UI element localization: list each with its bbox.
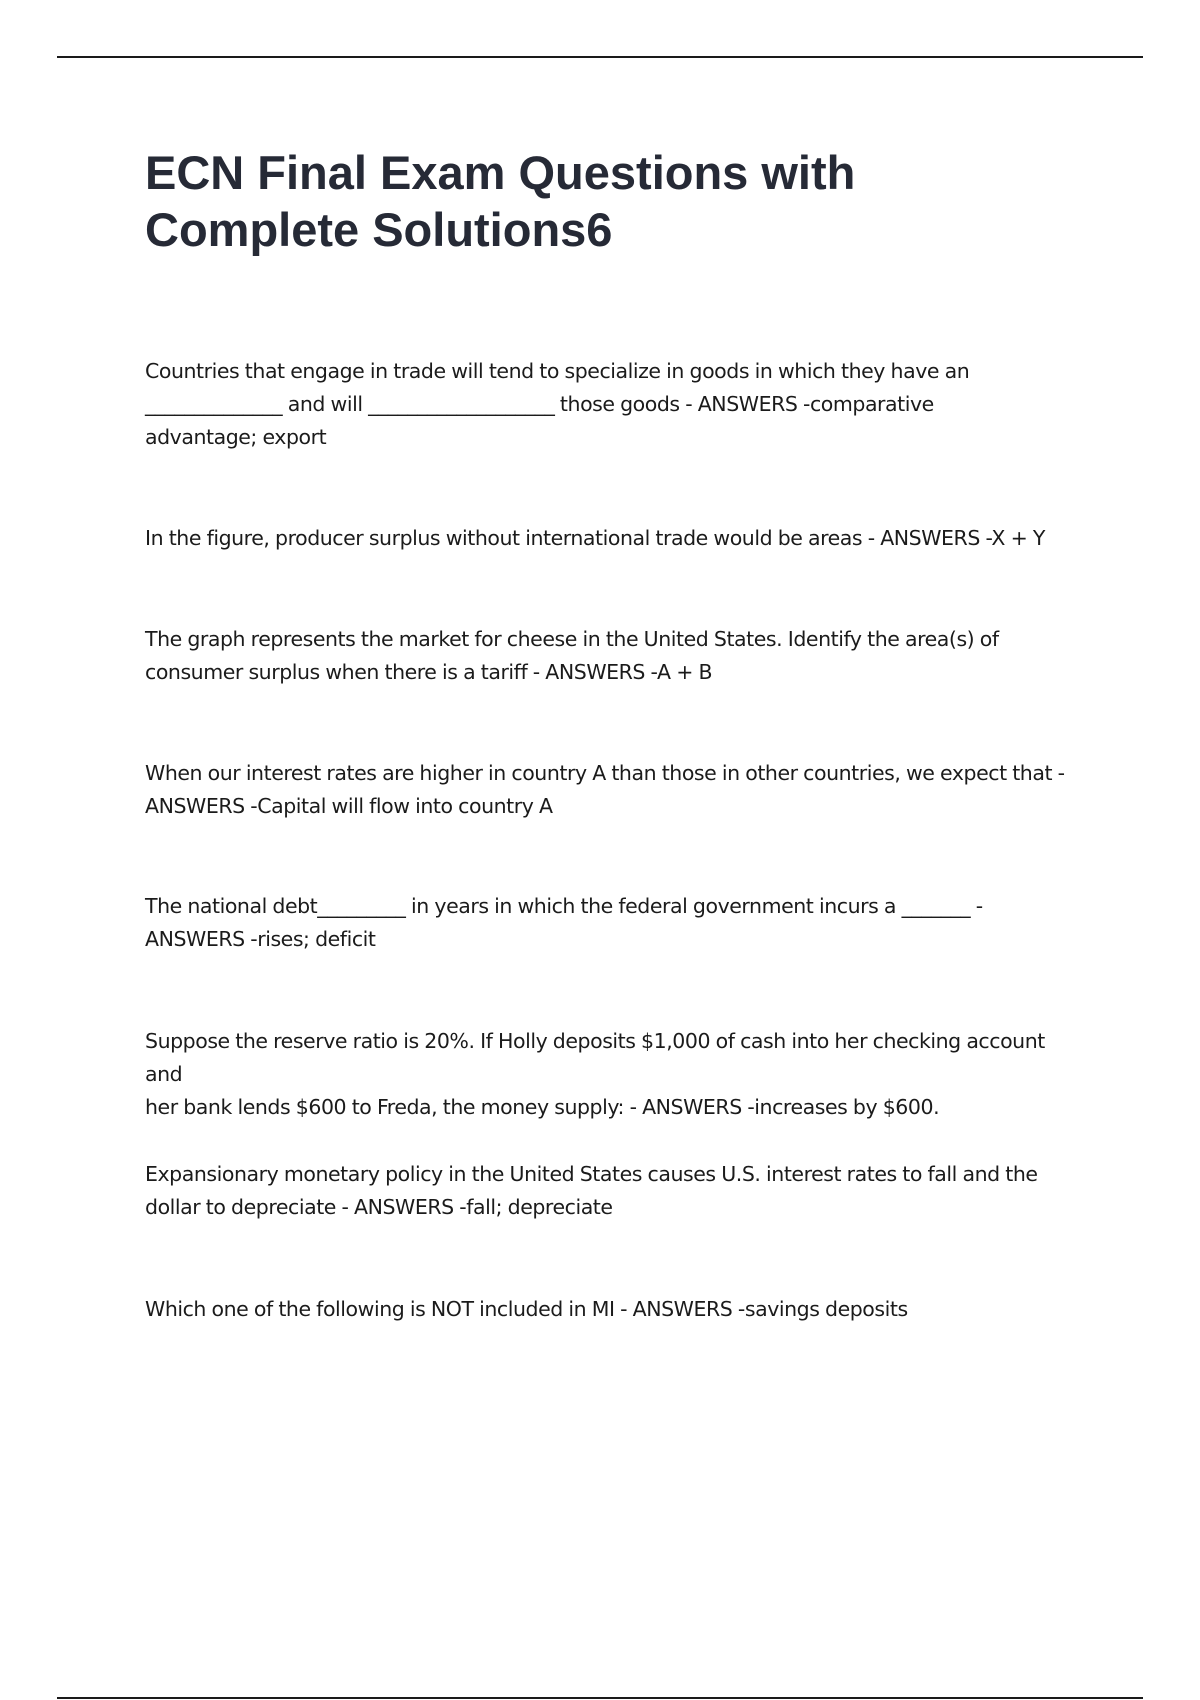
answer-text: ANSWERS -Capital will flow into country A	[145, 794, 553, 818]
question-text: Which one of the following is NOT included in MI - ANSWERS -savings deposits	[145, 1297, 908, 1321]
header-rule	[57, 56, 1143, 58]
page-title	[145, 144, 1105, 258]
question-text: The graph represents the market for cheese in the United States. Identify the area(s) of	[145, 627, 999, 651]
answer-text: ANSWERS -rises; deficit	[145, 927, 376, 951]
question-item-7	[145, 1158, 1085, 1224]
question-item-1	[145, 355, 1085, 454]
question-text: When our interest rates are higher in country A than those in other countries, we expect that -	[145, 761, 1065, 785]
question-item-4	[145, 757, 1085, 823]
answer-text: consumer surplus when there is a tariff - ANSWERS -A + B	[145, 660, 713, 684]
question-text: Expansionary monetary policy in the United States causes U.S. interest rates to fall and the	[145, 1162, 1038, 1186]
question-text: In the figure, producer surplus without international trade would be areas - ANSWERS -X + Y	[145, 526, 1045, 550]
question-text: The national debt_________ in years in which the federal government incurs a _______ -	[145, 894, 983, 918]
title-line-2: Complete Solutions6	[145, 203, 613, 256]
question-item-6	[145, 1025, 1085, 1124]
question-item-8	[145, 1293, 1085, 1326]
answer-text: dollar to depreciate - ANSWERS -fall; depreciate	[145, 1195, 613, 1219]
title-line-1: ECN Final Exam Questions with	[145, 146, 856, 199]
question-text: Suppose the reserve ratio is 20%. If Holly deposits $1,000 of cash into her checking account and	[145, 1029, 1045, 1086]
footer-rule	[57, 1697, 1143, 1699]
question-item-2	[145, 522, 1085, 555]
question-text: Countries that engage in trade will tend to specialize in goods in which they have an	[145, 359, 970, 383]
answer-text: her bank lends $600 to Freda, the money supply: - ANSWERS -increases by $600.	[145, 1095, 940, 1119]
question-item-5	[145, 890, 1085, 956]
answer-text: advantage; export	[145, 425, 327, 449]
question-item-3	[145, 623, 1085, 689]
question-text: ______________ and will ___________________ those goods - ANSWERS -comparative	[145, 392, 934, 416]
